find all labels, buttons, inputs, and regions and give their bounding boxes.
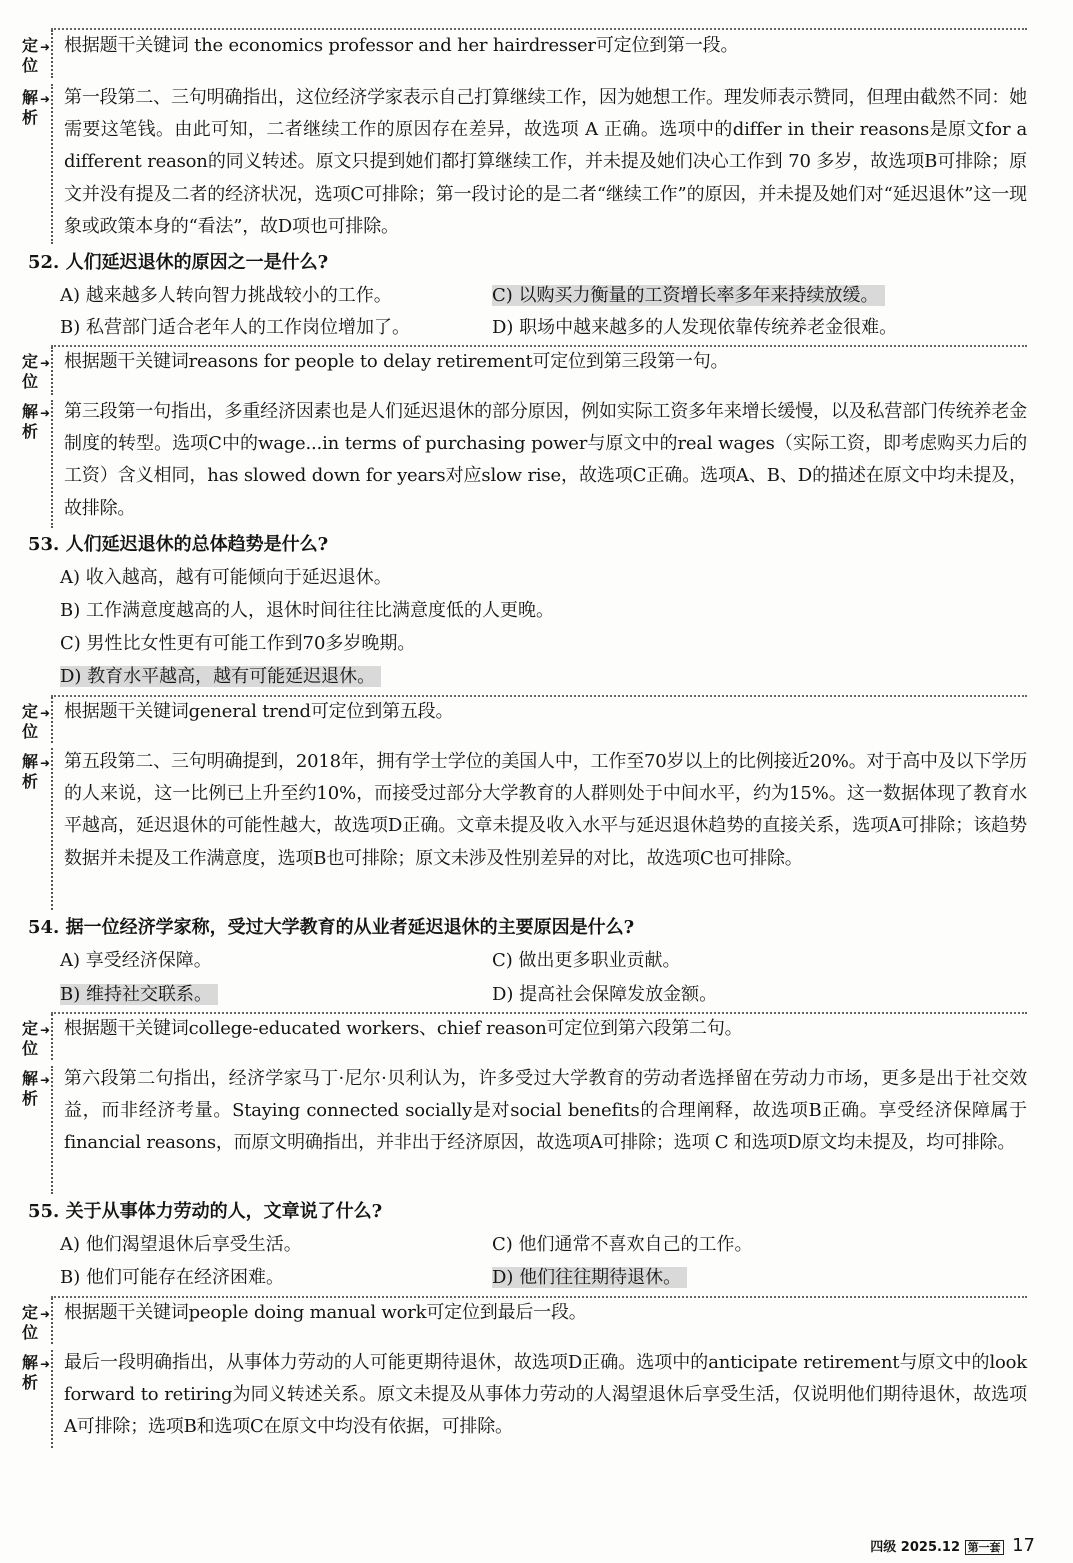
option-a: A) 收入越高，越有可能倾向于延迟退休。 <box>60 567 392 588</box>
dotted-rule <box>51 697 53 743</box>
analysis-tag: 解 析 <box>22 1069 39 1108</box>
dotted-rule <box>51 1066 53 1194</box>
arrow-icon: ➜ <box>40 1023 51 1037</box>
analysis-tag: 解 析 <box>22 402 39 441</box>
analysis-tag: 解 析 <box>22 1353 39 1392</box>
locate-text: 根据题干关键词college-educated workers、chief reason可定位到第六段第二句。 <box>64 1018 743 1039</box>
arrow-icon: ➜ <box>40 1307 51 1321</box>
option-a: A) 享受经济保障。 <box>60 950 212 971</box>
option-c <box>492 281 885 311</box>
option-b: B) 私营部门适合老年人的工作岗位增加了。 <box>60 317 410 338</box>
analysis-text: 第五段第二、三句明确提到，2018年，拥有学士学位的美国人中，工作至70岁以上的比例接近20%。对于高中及以下学历的人来说，这一比例已上升至约10%，而接受过部分大学教育的人群则处于中间水平，约为15%。这一数据体现了教育水平越高，延迟退休的可能性越大，故选项D正确。文章未提及收入水平与延迟退休趋势的直接关系，选项A可排除；该趋势数据并未提及工作满意度，选项B也可排除；原文未涉及性别差异的对比，故选项C也可排除。 <box>64 751 1027 869</box>
footer-label: 四级 2025.12 <box>870 1540 961 1555</box>
option-d <box>60 662 381 692</box>
option-a: A) 他们渴望退休后享受生活。 <box>60 1234 302 1255</box>
dotted-rule <box>51 1350 53 1448</box>
dotted-rule <box>51 347 53 395</box>
locate-tag: 定 位 <box>22 352 39 391</box>
locate-tag: 定 位 <box>22 1303 39 1342</box>
dotted-rule <box>51 30 53 78</box>
option-d: D) 提高社会保障发放金额。 <box>492 984 718 1005</box>
dotted-rule <box>51 1298 53 1344</box>
dotted-rule <box>51 84 53 244</box>
locate-tag: 定 位 <box>22 36 39 75</box>
locate-text: 根据题干关键词reasons for people to delay retirement可定位到第三段第一句。 <box>64 351 729 372</box>
page-number: 17 <box>1012 1535 1035 1556</box>
locate-tag: 定 位 <box>22 1019 39 1058</box>
analysis-tag: 解 析 <box>22 88 39 127</box>
arrow-icon: ➜ <box>40 1357 51 1371</box>
locate-text: 根据题干关键词general trend可定位到第五段。 <box>64 701 454 722</box>
answer-highlight: D) 教育水平越高，越有可能延迟退休。 <box>60 666 381 687</box>
question-title: 53. 人们延迟退休的总体趋势是什么? <box>28 534 329 555</box>
option-c: C) 他们通常不喜欢自己的工作。 <box>492 1234 753 1255</box>
question-title: 52. 人们延迟退休的原因之一是什么? <box>28 252 329 273</box>
analysis-text: 第六段第二句指出，经济学家马丁·尼尔·贝利认为，许多受过大学教育的劳动者选择留在劳动力市场，更多是出于社交效益，而非经济考量。Staying connected socially是对social benefits的合理阐释，故选项B正确。享受经济保障属于financial reasons，而原文明确指出，并非出于经济原因，故选项A可排除；选项 C 和选项D原文均未提及，均可排除。 <box>64 1068 1027 1154</box>
locate-text: 根据题干关键词 the economics professor and her hairdresser可定位到第一段。 <box>64 35 739 56</box>
answer-highlight: B) 维持社交联系。 <box>60 984 218 1005</box>
analysis-tag: 解 析 <box>22 752 39 791</box>
option-d <box>492 1263 687 1293</box>
analysis-text: 第三段第一句指出，多重经济因素也是人们延迟退休的部分原因，例如实际工资多年来增长缓慢，以及私营部门传统养老金制度的转型。选项C中的wage...in terms of purchasing power与原文中的real wages（实际工资，即考虑购买力后的工资）含义相同，has slowed down for years对应slow rise，故选项C正确。选项A、B、D的描述在原文中均未提及，故排除。 <box>64 401 1027 519</box>
option-b: B) 工作满意度越高的人，退休时间往往比满意度低的人更晚。 <box>60 600 554 621</box>
answer-highlight: C) 以购买力衡量的工资增长率多年来持续放缓。 <box>492 285 885 306</box>
footer-set: 第一套 <box>965 1540 1004 1555</box>
option-b <box>60 980 218 1010</box>
option-c: C) 男性比女性更有可能工作到70多岁晚期。 <box>60 633 416 654</box>
analysis-text: 最后一段明确指出，从事体力劳动的人可能更期待退休，故选项D正确。选项中的anticipate retirement与原文中的look forward to retiring为同义转述关系。原文未提及从事体力劳动的人渴望退休后享受生活，仅说明他们期待退休，故选项A可排除；选项B和选项C在原文中均没有依据，可排除。 <box>64 1352 1027 1438</box>
page-footer <box>870 1536 1035 1558</box>
dotted-rule <box>51 1014 53 1060</box>
arrow-icon: ➜ <box>40 406 51 420</box>
question-title: 54. 据一位经济学家称，受过大学教育的从业者延迟退休的主要原因是什么? <box>28 917 635 938</box>
option-d: D) 职场中越来越多的人发现依靠传统养老金很难。 <box>492 317 898 338</box>
option-c: C) 做出更多职业贡献。 <box>492 950 681 971</box>
option-b: B) 他们可能存在经济困难。 <box>60 1267 284 1288</box>
locate-tag: 定 位 <box>22 702 39 741</box>
analysis-text: 第一段第二、三句明确指出，这位经济学家表示自己打算继续工作，因为她想工作。理发师表示赞同，但理由截然不同：她需要这笔钱。由此可知，二者继续工作的原因存在差异，故选项 A 正确。选项中的differ in their reasons是原文for a different reason的同义转述。原文只提到她们都打算继续工作，并未提及她们决心工作到 70 多岁，故选项B可排除；原文并没有提及二者的经济状况，选项C可排除；第一段讨论的是二者“继续工作”的原因，并未提及她们对“延迟退休”这一现象或政策本身的“看法”，故D项也可排除。 <box>64 87 1027 237</box>
arrow-icon: ➜ <box>40 40 51 54</box>
option-a: A) 越来越多人转向智力挑战较小的工作。 <box>60 285 392 306</box>
dotted-rule <box>51 400 53 528</box>
arrow-icon: ➜ <box>40 356 51 370</box>
locate-text: 根据题干关键词people doing manual work可定位到最后一段。 <box>64 1302 587 1323</box>
dotted-rule <box>51 748 53 910</box>
question-title: 55. 关于从事体力劳动的人，文章说了什么? <box>28 1201 383 1222</box>
arrow-icon: ➜ <box>40 706 51 720</box>
answer-highlight: D) 他们往往期待退休。 <box>492 1267 687 1288</box>
arrow-icon: ➜ <box>40 756 51 770</box>
arrow-icon: ➜ <box>40 92 51 106</box>
arrow-icon: ➜ <box>40 1073 51 1087</box>
